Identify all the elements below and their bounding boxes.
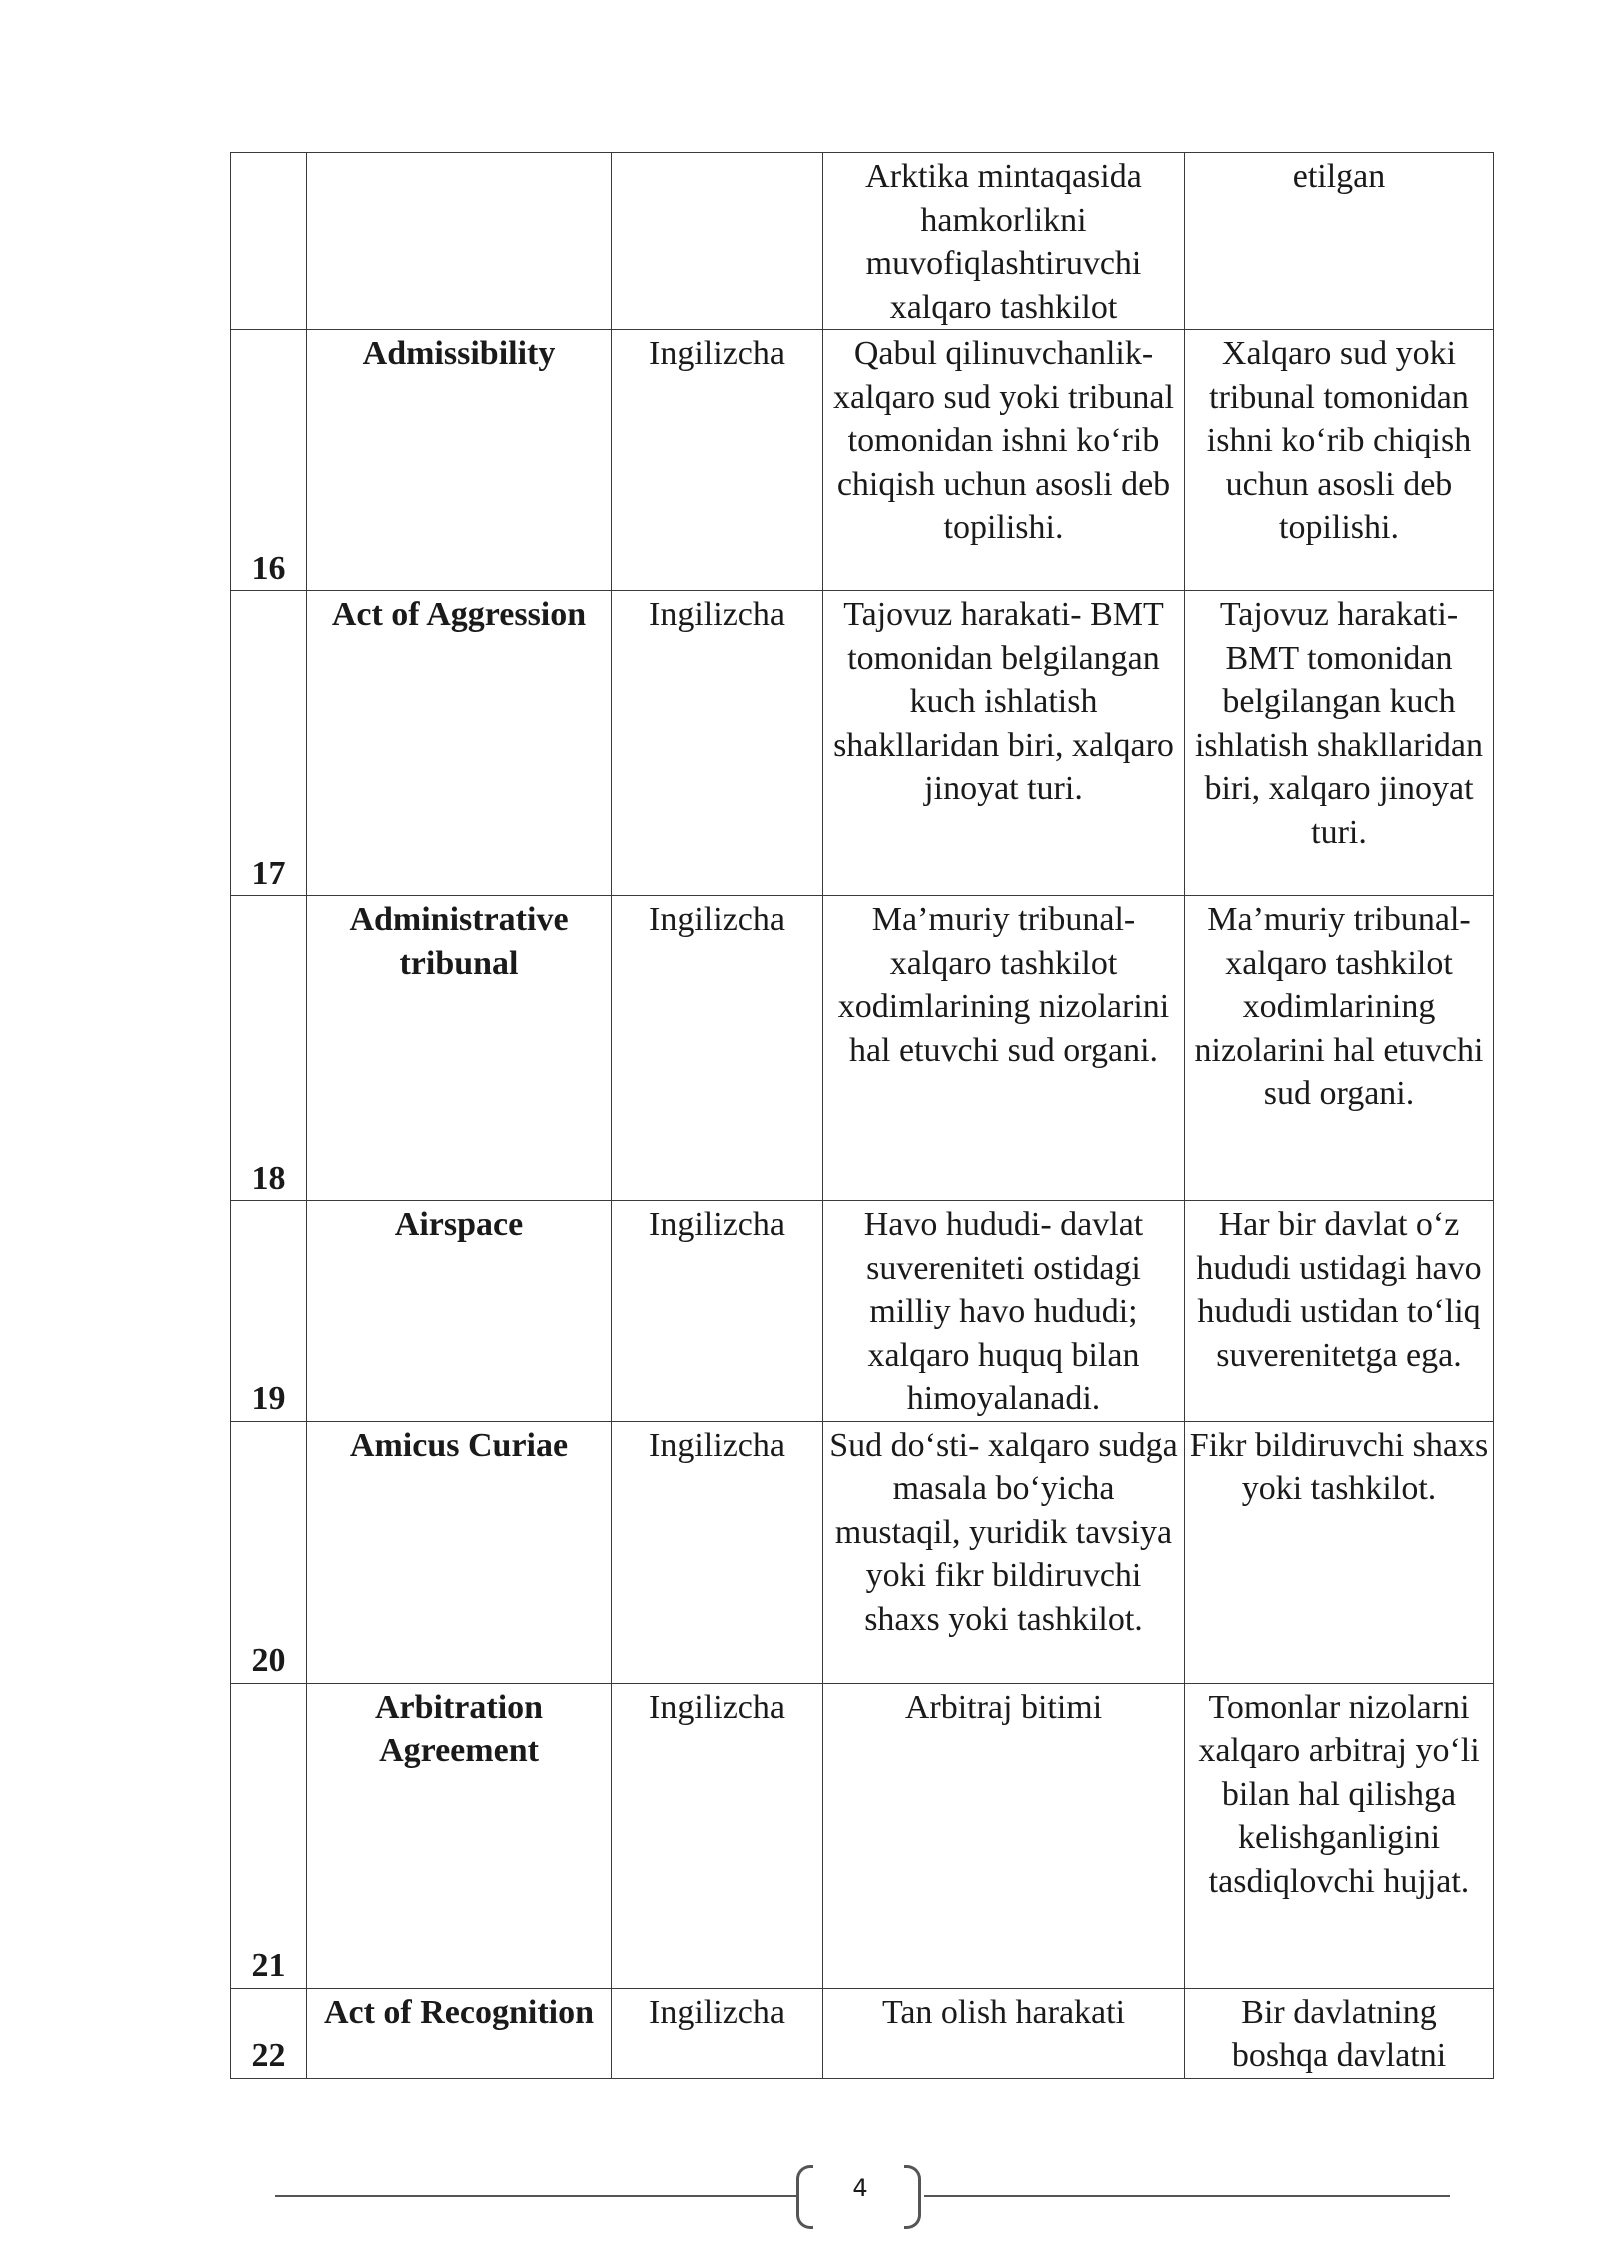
definition-cell: Arbitraj bitimi <box>823 1683 1185 1988</box>
description-cell: Tajovuz harakati- BMT tomonidan belgilangan kuch ishlatish shakllaridan biri, xalqaro jinoyat turi. <box>1185 591 1494 896</box>
language-cell: Ingilizcha <box>612 896 823 1201</box>
term-cell: Act of Recognition <box>307 1988 612 2078</box>
term-cell: Airspace <box>307 1201 612 1422</box>
row-number: 20 <box>231 1421 307 1683</box>
language-cell: Ingilizcha <box>612 1201 823 1422</box>
language-cell <box>612 153 823 330</box>
definition-cell: Tajovuz harakati- BMT tomonidan belgilangan kuch ishlatish shakllaridan biri, xalqaro jinoyat turi. <box>823 591 1185 896</box>
footer-rule-left <box>275 2195 796 2197</box>
table-row <box>231 1421 1494 1683</box>
footer-rule-right <box>924 2195 1450 2197</box>
definition-cell: Qabul qilinuvchanlik- xalqaro sud yoki tribunal tomonidan ishni ko‘rib chiqish uchun asosli deb topilishi. <box>823 330 1185 591</box>
description-cell: Har bir davlat o‘z hududi ustidagi havo hududi ustidan to‘liq suverenitetga ega. <box>1185 1201 1494 1422</box>
table-row <box>231 1683 1494 1988</box>
term-cell: Administrative tribunal <box>307 896 612 1201</box>
glossary-table <box>230 152 1494 2079</box>
definition-cell: Arktika mintaqasida hamkorlikni muvofiqlashtiruvchi xalqaro tashkilot <box>823 153 1185 330</box>
table-row <box>231 153 1494 330</box>
language-cell: Ingilizcha <box>612 591 823 896</box>
page-bracket-right <box>904 2165 921 2229</box>
description-cell: Bir davlatning boshqa davlatni <box>1185 1988 1494 2078</box>
table-row <box>231 896 1494 1201</box>
definition-cell: Sud do‘sti- xalqaro sudga masala bo‘yicha mustaqil, yuridik tavsiya yoki fikr bildiruvchi shaxs yoki tashkilot. <box>823 1421 1185 1683</box>
table-row <box>231 591 1494 896</box>
term-cell <box>307 153 612 330</box>
page-bracket-left <box>796 2165 813 2229</box>
description-cell: Fikr bildiruvchi shaxs yoki tashkilot. <box>1185 1421 1494 1683</box>
row-number: 16 <box>231 330 307 591</box>
row-number: 21 <box>231 1683 307 1988</box>
language-cell: Ingilizcha <box>612 1683 823 1988</box>
language-cell: Ingilizcha <box>612 1421 823 1683</box>
language-cell: Ingilizcha <box>612 1988 823 2078</box>
page-number: 4 <box>852 2174 868 2202</box>
table-row <box>231 1988 1494 2078</box>
description-cell: Tomonlar nizolarni xalqaro arbitraj yo‘li bilan hal qilishga kelishganligini tasdiqlovchi hujjat. <box>1185 1683 1494 1988</box>
description-cell: etilgan <box>1185 153 1494 330</box>
row-number: 19 <box>231 1201 307 1422</box>
definition-cell: Tan olish harakati <box>823 1988 1185 2078</box>
definition-cell: Ma’muriy tribunal- xalqaro tashkilot xodimlarining nizolarini hal etuvchi sud organi. <box>823 896 1185 1201</box>
language-cell: Ingilizcha <box>612 330 823 591</box>
table-row <box>231 330 1494 591</box>
row-number: 18 <box>231 896 307 1201</box>
term-cell: Act of Aggression <box>307 591 612 896</box>
term-cell: Amicus Curiae <box>307 1421 612 1683</box>
term-cell: Admissibility <box>307 330 612 591</box>
description-cell: Xalqaro sud yoki tribunal tomonidan ishni ko‘rib chiqish uchun asosli deb topilishi. <box>1185 330 1494 591</box>
description-cell: Ma’muriy tribunal- xalqaro tashkilot xodimlarining nizolarini hal etuvchi sud organi. <box>1185 896 1494 1201</box>
definition-cell: Havo hududi- davlat suvereniteti ostidagi milliy havo hududi; xalqaro huquq bilan himoyalanadi. <box>823 1201 1185 1422</box>
row-number: 17 <box>231 591 307 896</box>
term-cell: Arbitration Agreement <box>307 1683 612 1988</box>
row-number: 22 <box>231 1988 307 2078</box>
table-row <box>231 1201 1494 1422</box>
row-number <box>231 153 307 330</box>
